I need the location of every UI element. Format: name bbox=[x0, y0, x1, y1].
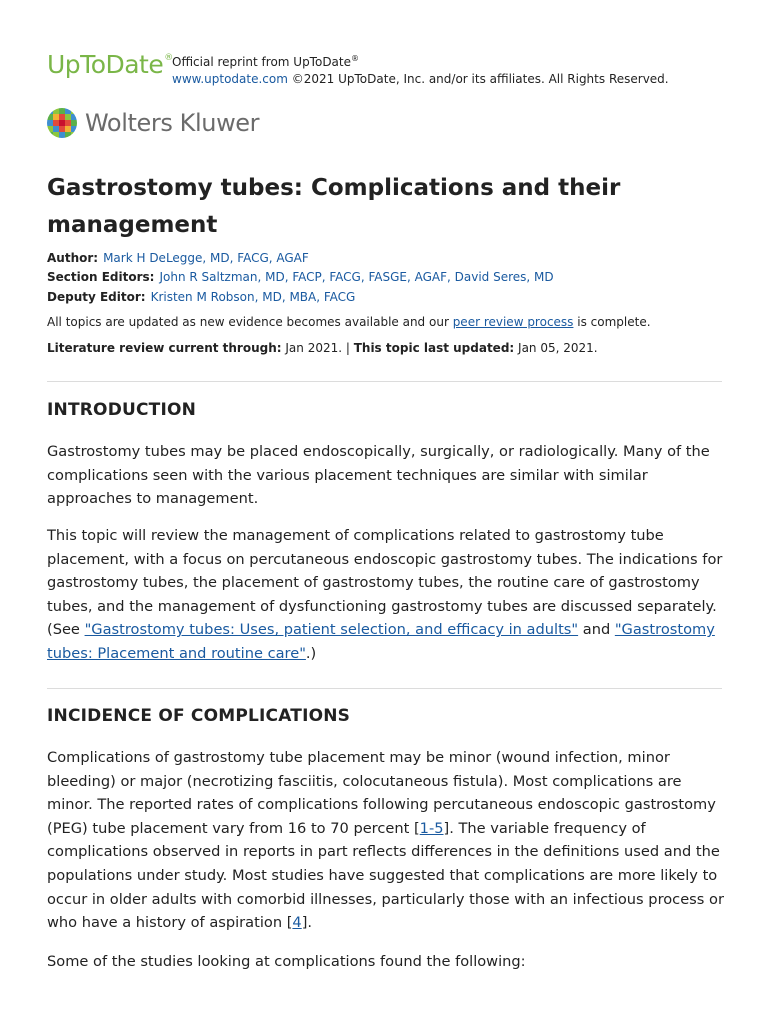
section-editors-line bbox=[47, 269, 747, 285]
intro-paragraph: Gastrostomy tubes may be placed endoscopically, surgically, or radiologically. Many of the complications seen with the various placement techniques are similar with similar approaches to management. bbox=[47, 443, 710, 508]
author-label: Author: bbox=[47, 251, 99, 265]
last-updated-date: Jan 05, 2021. bbox=[514, 341, 598, 355]
reference-link[interactable]: 4 bbox=[292, 914, 302, 932]
update-note: All topics are updated as new evidence becomes available and our peer review process is complete. bbox=[47, 315, 651, 329]
incidence-paragraph: Some of the studies looking at complications found the following: bbox=[47, 953, 526, 970]
uptodate-website-link[interactable]: www.uptodate.com bbox=[172, 72, 288, 86]
article-title: Gastrostomy tubes: Complications and their management bbox=[47, 175, 621, 238]
deputy-editor-line bbox=[47, 289, 747, 305]
incidence-paragraph: Complications of gastrostomy tube placement may be minor (wound infection, minor bleeding) or major (necrotizing fasciitis, colocutaneous fistula). Most complications are minor. The reported rates of complications following percutaneous endoscopic gastrostomy (PEG) tube placement vary from 16 to 70 percent [1-5]. The variable frequency of complications observed in reports in part reflects differences in the definitions used and the populations under study. Most studies have suggested that complications are more likely to occur in older adults with comorbid illnesses, particularly those with an infectious process or who have a history of aspiration [4]. bbox=[47, 749, 724, 932]
deputy-editor-link[interactable]: Kristen M Robson, MD, MBA, FACG bbox=[150, 290, 356, 304]
deputy-editor-label: Deputy Editor: bbox=[47, 290, 146, 304]
reference-link[interactable]: 1-5 bbox=[419, 819, 444, 837]
intro-paragraph: This topic will review the management of complications related to gastrostomy tube placement, with a focus on percutaneous endoscopic gastrostomy tubes. The indications for gastrostomy tubes, the placement of gastrostomy tubes, the routine care of gastrostomy tubes, and the management of dysfunctioning gastrostomy tubes are discussed separately. (See "Gastrostomy tubes: Uses, patient selection, and efficacy in adults" and "Gastrostomy tubes: Placement and routine care".) bbox=[47, 527, 723, 662]
reprint-header bbox=[47, 48, 747, 88]
section-heading-incidence: INCIDENCE OF COMPLICATIONS bbox=[47, 706, 351, 726]
review-dates bbox=[47, 341, 598, 355]
reprint-line: Official reprint from UpToDate bbox=[172, 55, 351, 69]
last-updated-label: This topic last updated: bbox=[353, 341, 515, 355]
wolters-kluwer-mark-icon bbox=[47, 108, 77, 138]
author-link[interactable]: Mark H DeLegge, MD, FACG, AGAF bbox=[103, 251, 309, 265]
reprint-notice: Official reprint from UpToDate® www.uptodate.com ©2021 UpToDate, Inc. and/or its affiliates. All Rights Reserved. bbox=[172, 54, 669, 86]
placement-topic-link[interactable]: "Gastrostomy tubes: Placement and routine care" bbox=[47, 621, 715, 662]
copyright-text: ©2021 UpToDate, Inc. and/or its affiliates. All Rights Reserved. bbox=[287, 72, 669, 86]
lit-review-label: Literature review current through: bbox=[47, 341, 282, 355]
uses-topic-link[interactable]: "Gastrostomy tubes: Uses, patient selection, and efficacy in adults" bbox=[84, 621, 579, 639]
author-line bbox=[47, 250, 747, 266]
lit-review-date: Jan 2021. | bbox=[281, 341, 354, 355]
section-divider bbox=[47, 381, 722, 382]
peer-review-link[interactable]: peer review process bbox=[452, 315, 574, 329]
section-heading-introduction: INTRODUCTION bbox=[47, 400, 197, 420]
section-editors-label: Section Editors: bbox=[47, 270, 155, 284]
publisher-name: Wolters Kluwer bbox=[85, 109, 260, 137]
section-divider bbox=[47, 688, 722, 689]
uptodate-logo: UpToDate® bbox=[47, 50, 173, 79]
section-editor-link[interactable]: John R Saltzman, MD, FACP, FACG, FASGE, AGAF bbox=[159, 270, 448, 284]
section-editor-separator: , bbox=[447, 270, 455, 284]
section-editor-link[interactable]: David Seres, MD bbox=[454, 270, 554, 284]
